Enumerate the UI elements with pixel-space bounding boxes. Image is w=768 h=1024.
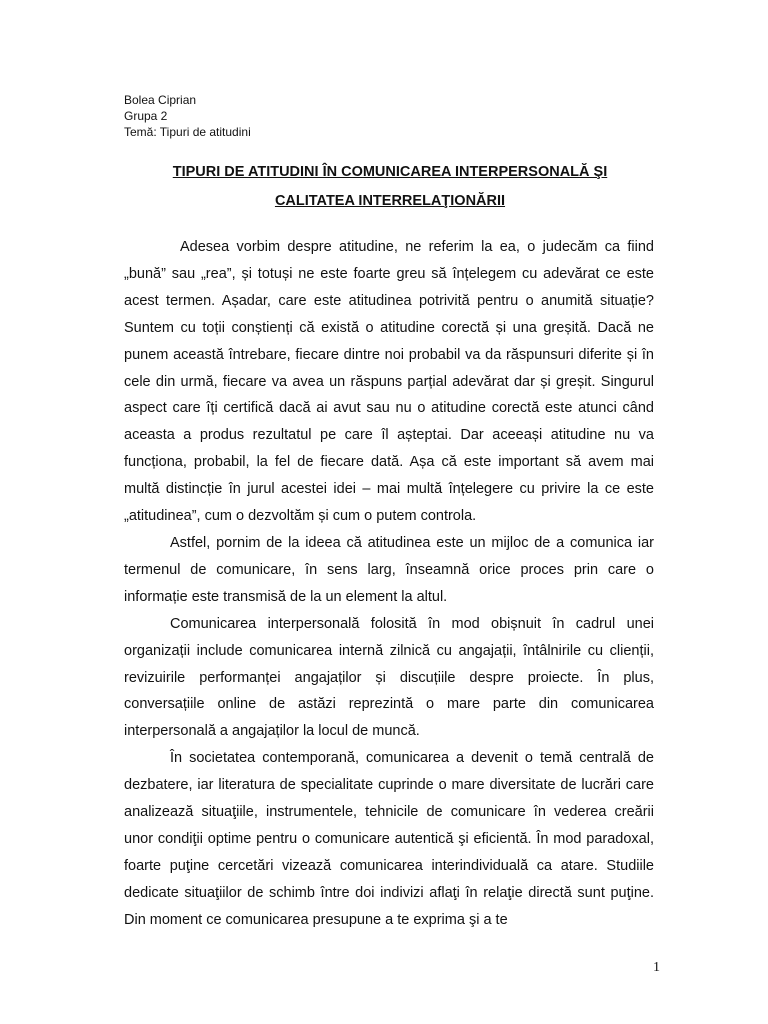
body-paragraph: În societatea contemporană, comunicarea a devenit o temă centrală de dezbatere, iar literatura de specialitate cuprinde o mare diversitate de lucrări care analizează situaţiile, instrumentele, tehnicile de comunicare în vederea creării unor condiţii optime pentru o comunicare autentică şi eficientă. În mod paradoxal, foarte puţine cercetări vizează comunicarea interindividuală ca atare. Studiile dedicate situaţiilor de schimb între doi indivizi aflaţi în relaţie directă sunt puţine. Din moment ce comunicarea presupune a te exprima şi a te: [124, 750, 654, 928]
body-paragraph: Adesea vorbim despre atitudine, ne referim la ea, o judecăm ca fiind „bună” sau „rea”, și totuși ne este foarte greu să înțelegem cu adevărat ce este acest termen. Așadar, care este atitudinea potrivită pentru o anumită situație? Suntem cu toții conștienți că există o atitudine corectă și una greșită. Dacă ne punem această întrebare, fiecare dintre noi probabil va da răspunsuri diferite și în cele din urmă, fiecare va avea un răspuns parțial adevărat dar și greșit. Singurul aspect care îți certifică dacă ai avut sau nu o atitudine corectă este atunci când aceasta a produs rezultatul pe care îl așteptai. Dar aceeași atitudine nu va funcționa, probabil, la fel de fiecare dată. Așa că este important să avem mai multă distincție în jurul acestei idei – mai multă înțelegere cu privire la ce este „atitudinea”, cum o dezvoltăm și cum o putem controla.: [124, 239, 654, 525]
document-title: [100, 158, 680, 216]
document-header: [124, 92, 251, 140]
document-body: [124, 234, 654, 934]
group-label: Grupa 2: [124, 109, 168, 123]
author-name: Bolea Ciprian: [124, 93, 197, 107]
body-paragraph: Astfel, pornim de la ideea că atitudinea este un mijloc de a comunica iar termenul de comunicare, în sens larg, înseamnă orice proces prin care o informație este transmisă de la un element la altul.: [124, 534, 654, 605]
page-number: 1: [653, 960, 660, 975]
title-line-1: TIPURI DE ATITUDINI ÎN COMUNICAREA INTERPERSONALĂ ŞI: [172, 164, 608, 180]
title-line-2: CALITATEA INTERRELAŢIONĂRII: [274, 193, 506, 209]
theme-label: Temă: Tipuri de atitudini: [124, 125, 251, 139]
body-paragraph: Comunicarea interpersonală folosită în mod obișnuit în cadrul unei organizații include comunicarea internă zilnică cu angajații, întâlnirile cu clienții, revizuirile performanței angajaților și discuțiile despre proiecte. În plus, conversațiile online de astăzi reprezintă o mare parte din comunicarea interpersonală a angajaților la locul de muncă.: [124, 615, 654, 740]
